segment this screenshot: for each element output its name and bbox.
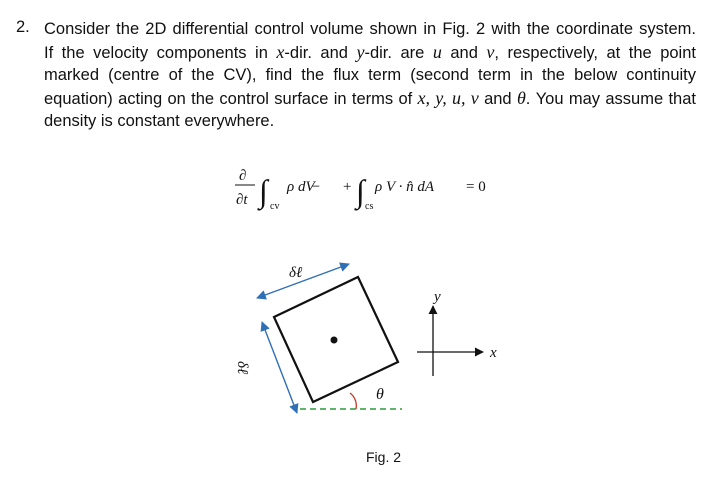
flux-term: ρ V · n̂ dA	[375, 179, 435, 195]
angle-label: θ	[376, 386, 384, 403]
question-line-1: Consider the 2D differential control volume shown in Fig. 2 with the coordinate system.	[44, 20, 696, 38]
centre-point	[331, 337, 338, 344]
partial-denominator: ∂t	[236, 192, 248, 208]
question-line-5: density is constant everywhere.	[44, 112, 275, 130]
integral-sign-cs: ∫	[356, 173, 365, 209]
plus-sign: +	[343, 179, 352, 195]
angle-arc	[350, 393, 356, 409]
left-dimension-arrow	[262, 322, 297, 413]
integral-subscript-cs: cs	[365, 201, 374, 212]
figure-caption: Fig. 2	[366, 449, 402, 465]
question-line-3: marked (centre of the CV), find the flux term (second term in the below continuity	[44, 66, 696, 84]
continuity-equation	[235, 168, 486, 212]
question-line-4: equation) acting on the control surface in terms of x, y, u, v and θ. You may assume that	[44, 87, 696, 108]
side-label-top: δℓ	[289, 265, 303, 281]
equals-zero: = 0	[466, 179, 486, 195]
side-label-left: δℓ	[234, 361, 250, 375]
question-line-2: If the velocity components in x-dir. and y-dir. are u and v, respectively, at the point	[44, 41, 696, 62]
question-number: 2.	[16, 18, 30, 36]
y-axis-label: y	[434, 289, 441, 305]
integral-subscript-cv: cv	[270, 201, 280, 212]
x-axis-label: x	[490, 345, 497, 361]
top-dimension-arrow	[257, 264, 349, 298]
volume-term: ρ dV̶	[287, 179, 315, 195]
partial-numerator: ∂	[239, 168, 247, 184]
integral-sign-cv: ∫	[259, 173, 268, 209]
